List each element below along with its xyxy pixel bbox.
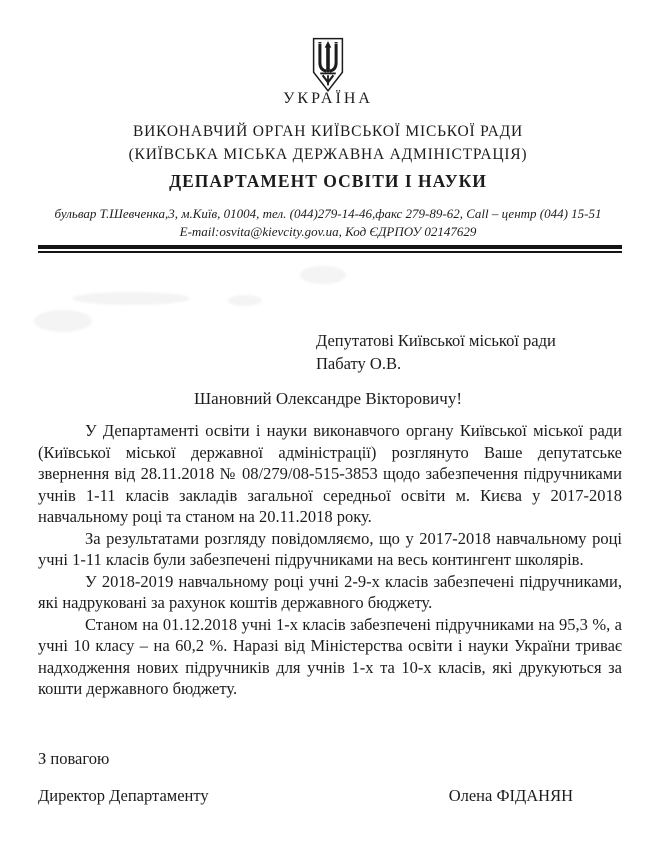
letter-body [38,420,622,700]
redaction-smudge [228,295,262,306]
letterhead-double-rule [38,245,622,253]
addressee-line1: Депутатові Київської міської ради [316,331,556,350]
department-name: ДЕПАРТАМЕНТ ОСВІТИ І НАУКИ [169,171,487,191]
org-name-line1: ВИКОНАВЧИЙ ОРГАН КИЇВСЬКОЇ МІСЬКОЇ РАДИ [133,123,523,140]
body-paragraph: У Департаменті освіти і науки виконавчого органу Київської міської ради (Київської міської державної адміністрації) розглянуто Ваше депутатське звернення від 28.11.2018 № 08/279/08-515-3853 щодо забезпечення підручниками учнів 1-11 класів закладів загальної середньої освіти м. Києва у 2017-2018 навчальному році та станом на 20.11.2018 року. [38,421,622,526]
redaction-smudge [72,292,190,305]
contact-info [0,205,656,241]
closing-regards: З повагою [38,749,110,768]
contact-email-code: E-mail:osvita@kievcity.gov.ua, Код ЄДРПОУ 02147629 [179,224,477,239]
ukraine-coat-of-arms [310,37,346,93]
trident-icon [310,37,346,93]
addressee-line2: Пабату О.В. [316,353,402,373]
org-name-line2: (КИЇВСЬКА МІСЬКА ДЕРЖАВНА АДМІНІСТРАЦІЯ) [128,146,528,163]
signer-title: Директор Департаменту [38,786,209,805]
signer-name: Олена ФІДАНЯН [448,786,573,805]
country-name: УКРАЇНА [283,90,373,107]
body-paragraph: Станом на 01.12.2018 учні 1-х класів забезпечені підручниками на 95,3 %, а учні 10 класу – на 60,2 %. Наразі від Міністерства освіти і науки України триває надходження нових підручників для учнів 1-х та 10-х класів, які друкуються за кошти державного бюджету. [38,614,622,698]
redaction-smudge [300,266,346,284]
body-paragraph: За результатами розгляду повідомляємо, що у 2017-2018 навчальному році учні 1-11 класів були забезпечені підручниками на весь контингент школярів. [38,528,622,569]
salutation: Шановний Олександре Вікторовичу! [194,389,462,408]
addressee-block [316,330,556,375]
redaction-smudge [34,310,92,332]
body-paragraph: У 2018-2019 навчальному році учні 2-9-х класів забезпечені підручниками, які надруковані за рахунок коштів державного бюджету. [38,571,622,612]
contact-address-phone: бульвар Т.Шевченка,3, м.Київ, 01004, тел. (044)279-14-46,факс 279-89-62, Call – центр (044) 15-51 [54,206,602,221]
signature-row [38,786,573,806]
